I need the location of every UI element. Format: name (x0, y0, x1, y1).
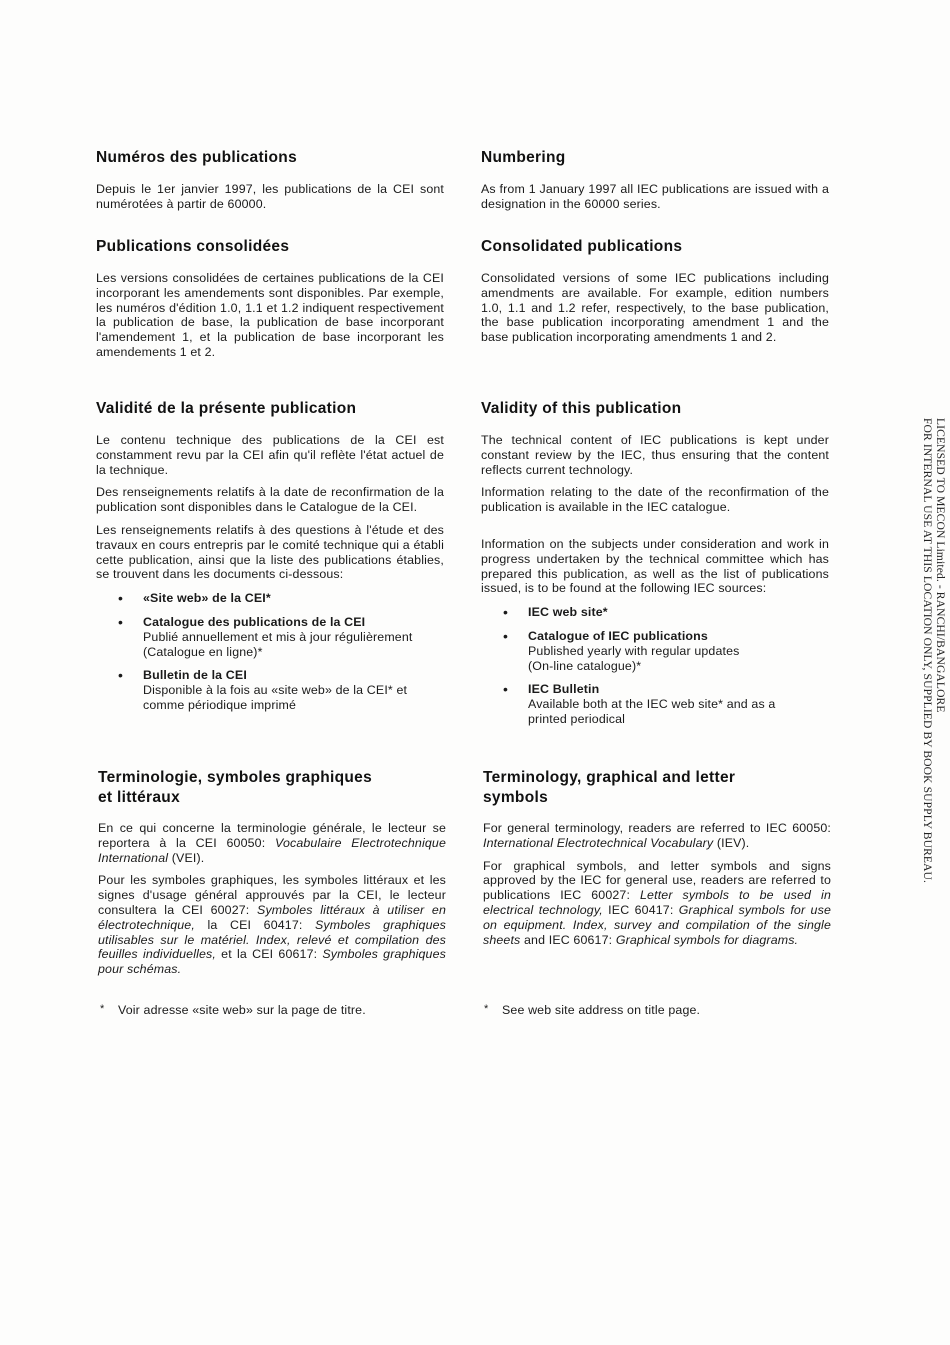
fr-validity-p3: Les renseignements relatifs à des questions à l'étude et des travaux en cours entrepris par le comité technique qui a établi cette publication, ainsi que la liste des publications établies, se trouvent dans les documents ci-dessous: (96, 522, 444, 582)
en-consolidated-section (481, 237, 829, 345)
text-run: IEC 60417: (602, 902, 679, 917)
license-stamp (921, 418, 946, 918)
en-validity-title: Validity of this publication (481, 400, 682, 417)
fr-terminology-title (98, 768, 446, 808)
fr-validity-title: Validité de la présente publication (96, 400, 357, 417)
text-run: For general terminology, readers are referred to IEC 60050: (483, 821, 831, 835)
en-validity-p3: Information on the subjects under consideration and work in progress undertaken by the technical committee which has prepared this publication, as well as the list of publications issued, is to be found at the following IEC sources: (481, 536, 829, 596)
text-run: (VEI). (168, 850, 205, 865)
text-run-italic: Graphical symbols for diagrams. (615, 932, 799, 947)
text-run-italic: Vocabulaire Electrotechnique International (98, 835, 447, 865)
fr-terminology-p1 (98, 821, 446, 865)
text-run: et la CEI 60617: (216, 947, 323, 962)
en-consolidated-body: Consolidated versions of some IEC publications including amendments are available. For example, edition numbers 1.0, 1.1 and 1.2 refer, respectively, to the base publication, the base publication incorporating amendment 1 and the base publication incorporating amendments 1 and 2. (481, 271, 829, 345)
fr-validity-section (96, 399, 444, 722)
list-item-title: «Site web» de la CEI* (143, 591, 271, 606)
bullet-icon: • (503, 627, 509, 644)
fr-sources-list (96, 591, 444, 713)
list-item-title: Bulletin de la CEI (143, 668, 247, 683)
fr-terminology-p2 (98, 873, 446, 977)
en-terminology-p2 (483, 859, 831, 948)
en-footnote (484, 1003, 700, 1017)
list-item-title: IEC Bulletin (528, 682, 600, 697)
footnote-text: See web site address on title page. (502, 1003, 701, 1017)
en-terminology-p1 (483, 821, 831, 851)
en-consolidated-title: Consolidated publications (481, 238, 683, 255)
list-item-title: Catalogue des publications de la CEI (143, 614, 366, 629)
list-item-title: IEC web site* (528, 605, 608, 620)
fr-numbering-body: Depuis le 1er janvier 1997, les publications de la CEI sont numérotées à partir de 60000. (96, 182, 444, 211)
list-item-detail: (On-line catalogue)* (528, 658, 642, 673)
text-run: For graphical symbols, and letter symbols and signs approved by the IEC for general use, readers are referred to publications IEC 60027: (483, 858, 831, 903)
en-terminology-title (483, 768, 831, 808)
fr-consolidated-body: Les versions consolidées de certaines publications de la CEI incorporant les amendements sont disponibles. Par exemple, les numéros d'édition 1.0, 1.1 et 1.2 indiquent respectivement la publication de base, la publication de base incorporant l'amendement 1, et la publication de base incorporant les amendements 1 et 2. (96, 271, 444, 359)
list-item (96, 668, 444, 712)
list-item-detail: comme périodique imprimé (143, 697, 297, 712)
list-item (481, 605, 829, 620)
text-run-italic: Symboles graphiques pour schémas. (98, 947, 446, 977)
text-run: (IEV). (713, 835, 750, 850)
list-item-detail: Publié annuellement et mis à jour régulièrement (143, 629, 413, 644)
en-sources-list (481, 605, 829, 727)
list-item (96, 615, 444, 659)
bullet-icon: • (503, 681, 509, 698)
list-item-detail: Published yearly with regular updates (528, 643, 740, 658)
list-item-detail: (Catalogue en ligne)* (143, 644, 263, 659)
text-run-italic: Letter symbols to be used in electrical technology, (483, 888, 831, 917)
text-run-italic: Symboles littéraux à utiliser en électrotechnique, (98, 902, 446, 932)
fr-validity-p1: Le contenu technique des publications de la CEI est constamment revu par la CEI afin qu'il reflète l'état actuel de la technique. (96, 433, 444, 477)
fr-consolidated-section (96, 237, 444, 360)
bullet-icon: • (118, 667, 124, 684)
list-item (481, 682, 829, 726)
fr-numbering-section (96, 148, 444, 212)
en-terminology-section (483, 768, 831, 947)
fr-numbering-title: Numéros des publications (96, 149, 297, 166)
footnote-text: Voir adresse «site web» sur la page de titre. (118, 1003, 366, 1017)
title-line: et littéraux (98, 789, 180, 806)
title-line: Terminologie, symboles graphiques (98, 769, 373, 786)
text-run-italic: Symboles graphiques utilisables sur le matériel. Index, relevé et compilation des feuilles individuelles, (98, 917, 446, 962)
list-item-detail: Disponible à la fois au «site web» de la CEI* et (143, 683, 408, 698)
fr-validity-p2: Des renseignements relatifs à la date de reconfirmation de la publication sont disponibles dans le Catalogue de la CEI. (96, 485, 444, 515)
list-item (96, 591, 444, 606)
fr-footnote (100, 1003, 366, 1017)
title-line: symbols (483, 789, 548, 806)
fr-terminology-section (98, 768, 446, 977)
en-validity-p1: The technical content of IEC publications is kept under constant review by the IEC, thus ensuring that the content reflects current technology. (481, 433, 829, 477)
en-validity-section (481, 399, 829, 736)
list-item (481, 629, 829, 673)
text-run-italic: Graphical symbols for use on equipment. Index, survey and compilation of the single sheets (483, 902, 831, 947)
bullet-icon: • (118, 613, 124, 630)
text-run-italic: International Electrotechnical Vocabulary (483, 835, 714, 850)
list-item-detail: printed periodical (528, 711, 626, 726)
license-line-2: FOR INTERNAL USE AT THIS LOCATION ONLY, SUPPLIED BY BOOK SUPPLY BUREAU. (921, 418, 935, 884)
footnote-marker: * (100, 1003, 105, 1015)
text-run: Pour les symboles graphiques, les symboles littéraux et les signes d'usage général approuvés par la CEI, le lecteur consultera la CEI 60027: (98, 873, 446, 917)
en-numbering-title: Numbering (481, 149, 566, 166)
list-item-detail: Available both at the IEC web site* and as a (528, 697, 776, 712)
en-validity-p2: Information relating to the date of the reconfirmation of the publication is available in the IEC catalogue. (481, 485, 829, 515)
en-numbering-body: As from 1 January 1997 all IEC publications are issued with a designation in the 60000 series. (481, 182, 829, 211)
text-run: En ce qui concerne la terminologie générale, le lecteur se reportera à la CEI 60050: (98, 821, 446, 850)
list-item-title: Catalogue of IEC publications (528, 628, 708, 643)
en-numbering-section (481, 148, 829, 212)
fr-consolidated-title: Publications consolidées (96, 238, 290, 255)
footnote-marker: * (484, 1003, 489, 1015)
license-line-1: LICENSED TO MECON Limited. - RANCHI/BANGALORE (934, 418, 947, 713)
bullet-icon: • (503, 604, 509, 621)
text-run: and IEC 60617: (520, 932, 616, 947)
bullet-icon: • (118, 590, 124, 607)
title-line: Terminology, graphical and letter (483, 769, 736, 786)
text-run: la CEI 60417: (194, 917, 316, 932)
